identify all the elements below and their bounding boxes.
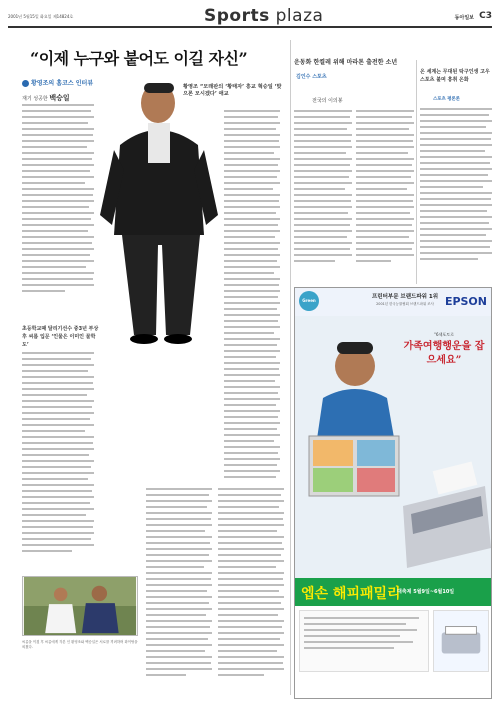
feature-body-col3b xyxy=(218,488,284,680)
section-title xyxy=(204,6,323,26)
interview-photo xyxy=(22,576,138,636)
ad-event-title: 엡손 해피패밀리 xyxy=(301,586,401,602)
guest-line xyxy=(22,93,70,103)
ad-top-band xyxy=(295,288,492,316)
right-article-title: 온 세계는 무대된 탁구인생 고우 스포츠 불며 흥취 온화 xyxy=(420,69,490,83)
ad-details-grid xyxy=(299,610,429,672)
middle-body-col2 xyxy=(356,110,414,266)
photo-caption: 씨름을 이겼 후 씨름에게 각본 인 황영조와 백승일은 서로를 격려하며 화이팅을 외쳤다. xyxy=(22,640,138,649)
feature-body-col2b xyxy=(146,488,212,680)
series-label-text: 황영조의 홈코스 인터뷰 xyxy=(31,80,94,87)
epson-advertisement xyxy=(294,287,492,699)
page-number: C3 xyxy=(479,11,492,21)
column-divider xyxy=(416,60,417,284)
feature-body-col1 xyxy=(22,104,94,296)
guest-prefix: 재기 성공한 xyxy=(22,96,50,102)
feature-body-col3 xyxy=(224,110,280,482)
right-article-column: 스포츠 평론론 xyxy=(433,97,460,102)
middle-article-author: 전국의 이의봉 xyxy=(312,98,343,104)
section-title-bold: Sports xyxy=(204,6,270,26)
ad-product-image xyxy=(433,610,489,672)
feature-headline: “이제 누구와 붙어도 이길 자신” xyxy=(30,49,248,68)
ad-award-title: 프린터부문 브랜드파워 1위 xyxy=(371,294,439,300)
series-label xyxy=(22,78,93,87)
series-bubble-icon xyxy=(22,80,29,87)
green-logo: Green xyxy=(299,291,319,311)
column-divider xyxy=(290,40,291,695)
ad-event-dates: 대축제 5월9일~6월10일 xyxy=(397,589,455,595)
wrestler-photo xyxy=(100,75,220,345)
ad-slogan: 가족여행행운을 잡으세요” xyxy=(403,341,485,366)
feature-subhead: 황영조 “모래판의 ‘황태자’ 흥교 혁승일 ‘맞으론 모시겠다’ 애교 xyxy=(183,84,282,97)
epson-logo: EPSON xyxy=(444,295,487,308)
issue-date: 2001년 5월15일 화요일 제14824호 xyxy=(8,14,74,19)
ad-details xyxy=(295,606,492,699)
section-title-thin: plaza xyxy=(269,6,324,26)
page-header xyxy=(8,6,492,28)
paper-name: 동아일보 xyxy=(454,15,474,21)
middle-article-column: 김인수 스포츠 xyxy=(296,74,327,80)
feature-subhead-left: 초등학교때 달리기선수 중3년 부상후 씨름 입문 ‘인물은 이미인 물학도’ xyxy=(22,326,99,348)
ad-slogan-prefix: “6색포토로 xyxy=(433,332,455,337)
middle-article-title: 운동화 한켤레 위해 마라톤 출전한 소년 xyxy=(294,59,398,66)
right-body xyxy=(420,108,492,264)
feature-body-col1b xyxy=(22,352,94,556)
ad-event-banner xyxy=(295,578,492,606)
ad-award-sub: 2001년 한국능률협회 브랜드파워 조사 xyxy=(376,302,434,306)
guest-name: 백승일 xyxy=(49,93,70,102)
middle-body-col1 xyxy=(294,110,352,266)
